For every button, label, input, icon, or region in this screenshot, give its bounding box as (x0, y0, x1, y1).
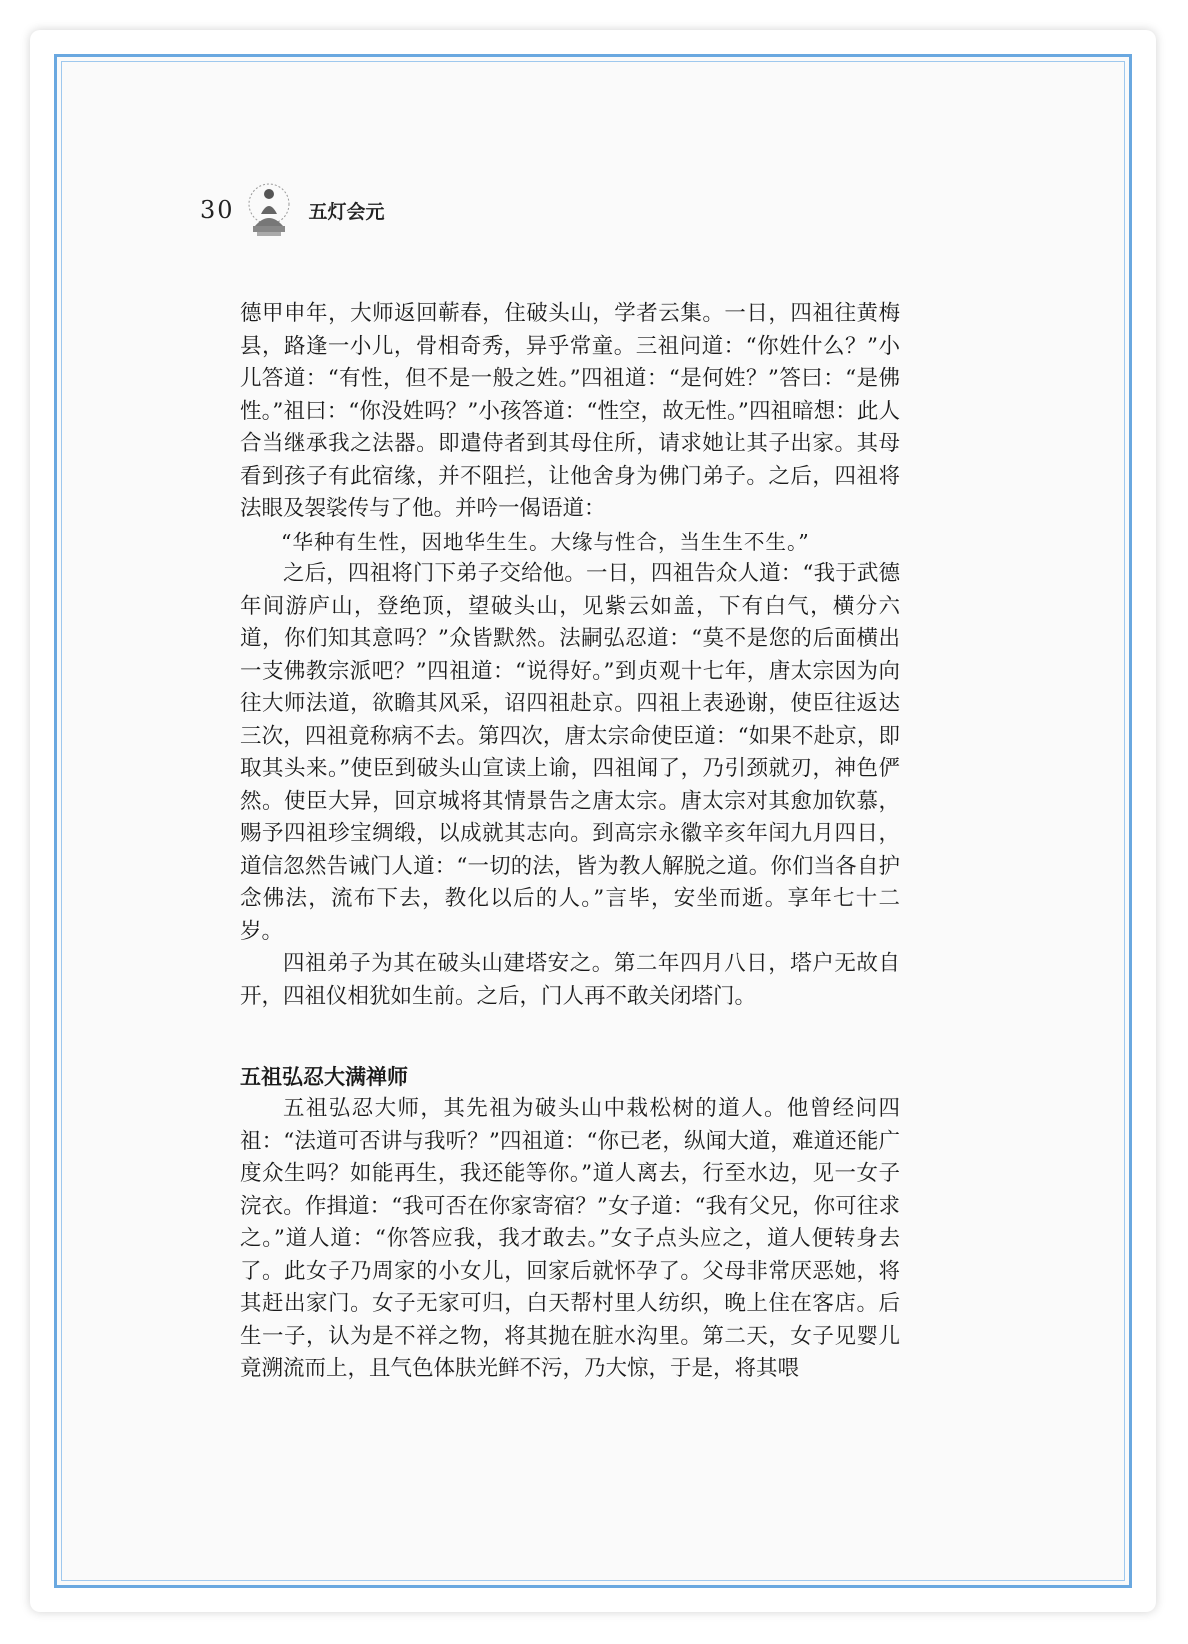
main-text (240, 298, 900, 1386)
section-title: 五祖弘忍大满禅师 (240, 1065, 408, 1089)
buddha-icon (245, 182, 293, 238)
verse: “华种有生性，因地华生生。大缘与性合，当生生不生。” (281, 529, 810, 554)
paragraph: 之后，四祖将门下弟子交给他。一日，四祖告众人道：“我于武德年间游庐山，登绝顶，望破头山，见紫云如盖，下有白气，横分六道，你们知其意吗？”众皆默然。法嗣弘忍道：“莫不是您的后面横出一支佛教宗派吧？”四祖道：“说得好。”到贞观十七年，唐太宗因为向往大师法道，欲瞻其风采，诏四祖赴京。四祖上表逊谢，使臣往返达三次，四祖竟称病不去。第四次，唐太宗命使臣道：“如果不赴京，即取其头来。”使臣到破头山宣读上谕，四祖闻了，乃引颈就刃，神色俨然。使臣大异，回京城将其情景告之唐太宗。唐太宗对其愈加钦慕，赐予四祖珍宝绸缎，以成就其志向。到高宗永徽辛亥年闰九月四日，道信忽然告诫门人道：“一切的法，皆为教人解脱之道。你们当各自护念佛法，流布下去，教化以后的人。”言毕，安坐而逝。享年七十二岁。 (240, 561, 900, 944)
book-title: 五灯会元 (308, 200, 385, 223)
paragraph: 五祖弘忍大师，其先祖为破头山中栽松树的道人。他曾经问四祖：“法道可否讲与我听？”四祖道：“你已老，纵闻大道，难道还能广度众生吗？如能再生，我还能等你。”道人离去，行至水边，见一女子浣衣。作揖道：“我可否在你家寄宿？”女子道：“我有父兄，你可往求之。”道人道：“你答应我，我才敢去。”女子点头应之，道人便转身去了。此女子乃周家的小女儿，回家后就怀孕了。父母非常厌恶她，将其赶出家门。女子无家可归，白天帮村里人纺织，晚上住在客店。后生一子，认为是不祥之物，将其抛在脏水沟里。第二天，女子见婴儿竟溯流而上，且气色体肤光鲜不污，乃大惊，于是，将其喂 (240, 1096, 900, 1381)
running-header (200, 180, 385, 240)
page-number: 30 (200, 196, 235, 224)
paragraph: 德甲申年，大师返回蕲春，住破头山，学者云集。一日，四祖往黄梅县，路逢一小儿，骨相奇秀，异乎常童。三祖问道：“你姓什么？”小儿答道：“有性，但不是一般之姓。”四祖道：“是何姓？”答曰：“是佛性。”祖曰：“你没姓吗？”小孩答道：“性空，故无性。”四祖暗想：此人合当继承我之法器。即遣侍者到其母住所，请求她让其子出家。其母看到孩子有此宿缘，并不阻拦，让他舍身为佛门弟子。之后，四祖将法眼及袈裟传与了他。并吟一偈语道： (240, 301, 900, 521)
paragraph: 四祖弟子为其在破头山建塔安之。第二年四月八日，塔户无故自开，四祖仪相犹如生前。之后，门人再不敢关闭塔门。 (240, 951, 900, 1009)
